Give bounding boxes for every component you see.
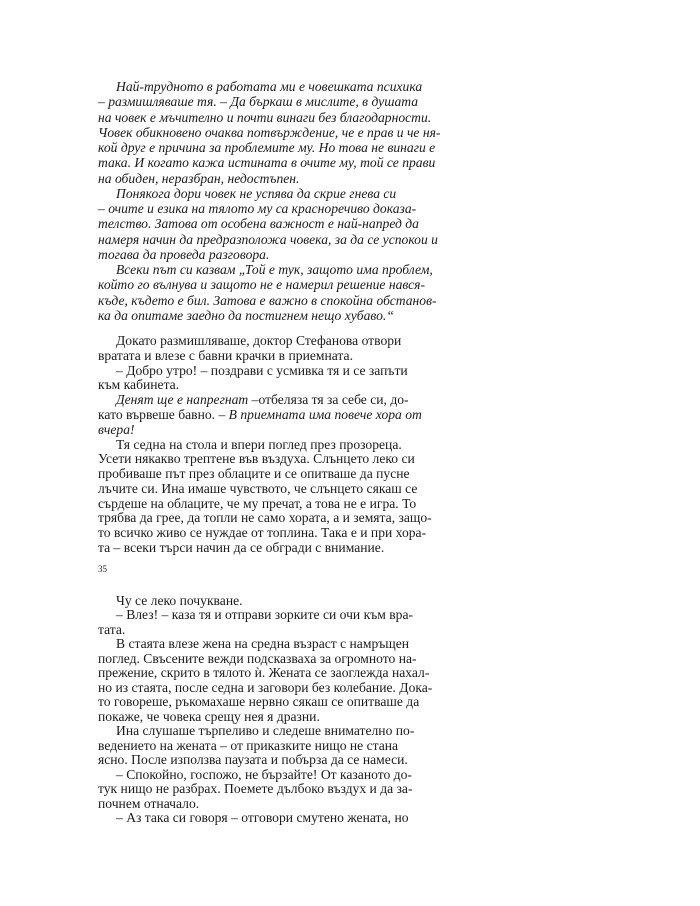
text-segment: към кабинета. (98, 377, 180, 392)
text-segment: прежение, скрито в тялото ѝ. Жената се заоглежда нахал- (98, 665, 430, 680)
text-segment: почнем отначало. (98, 796, 200, 811)
text-segment: трябва да грее, да топли не само хората, а и земята, защо- (98, 510, 432, 525)
text-segment: така. И когато кажа истината в очите му, той се прави (98, 155, 436, 170)
text-segment: покаже, че човека срещу нея я дразни. (98, 709, 320, 724)
text-segment: та – всеки търси начин да се обгради с внимание. (98, 540, 385, 555)
text-segment: – Влез! – каза тя и отправи зорките си очи към вра- (116, 607, 414, 622)
text-segment: то всичко живо се нуждае от топлина. Така е и при хора- (98, 525, 427, 540)
text-segment: Най-трудното в работата ми е човешката психика (116, 79, 423, 94)
text-segment: – Спокойно, госпожо, не бързайте! От казаното до- (116, 767, 412, 782)
text-segment: но из стаята, после седна и заговори без колебание. Дока- (98, 680, 433, 695)
text-segment: сърдеше на облаците, че му пречат, а това не е игра. То (98, 496, 417, 511)
text-segment: – очите и езика на тялото му са красноречиво доказа- (98, 201, 417, 216)
text-segment: който го вълнува и защото не е намерил решение нався- (98, 277, 425, 292)
text-segment: къде, където е бил. Затова е важно в спокойна обстанов- (98, 293, 437, 308)
text-segment: Докато размишляваше, доктор Стефанова отвори (116, 333, 402, 348)
text-segment: – Аз така си говоря – отговори смутено жената, но (116, 810, 409, 825)
text-segment: Ина слушаше търпеливо и следеше внимателно по- (116, 723, 415, 738)
text-segment: вчера! (98, 422, 135, 437)
text-segment: Човек обикновено очаква потвърждение, че е прав и че ня- (98, 125, 441, 140)
text-segment: Тя седна на стола и впери поглед през прозореца. (116, 437, 402, 452)
text-line (116, 808, 578, 827)
text-segment: ясно. После използва паузата и побърза да се намеси. (98, 752, 408, 767)
text-segment: ведението на жената – от приказките нищо не стана (98, 738, 399, 753)
text-segment: – В приемната има повече хора от (218, 407, 422, 422)
text-segment: тогава да проведа разговора. (98, 247, 270, 262)
text-segment: като вървеше бавно. (98, 407, 219, 422)
text-segment: ка да опитаме заедно да постигнем нещо хубаво.“ (98, 308, 394, 323)
text-segment: Чу се леко почукване. (116, 593, 243, 608)
text-segment: – размишляваше тя. (98, 94, 221, 109)
text-segment: Всеки път си казвам „Той е тук, защото има проблем, (116, 262, 433, 277)
text-segment: – Да бъркаш в мислите, в душата (220, 94, 419, 109)
text-segment: тата. (98, 622, 126, 637)
page-number: 35 (98, 564, 107, 574)
text-segment: кой друг е причина за проблемите му. Но това не винаги е (98, 140, 436, 155)
text-segment: Денят ще е напрегнат (116, 392, 252, 407)
text-segment: –отбеляза тя за себе си, до- (251, 392, 409, 407)
text-segment: поглед. Свъсените вежди подсказваха за огромното на- (98, 651, 417, 666)
text-segment: намеря начин да предразположа човека, за да се успокои и (98, 232, 438, 247)
text-segment: – Добро утро! – поздрави с усмивка тя и се запъти (116, 363, 408, 378)
text-segment: тук нищо не разбрах. Поемете дълбоко въздух и да за- (98, 781, 413, 796)
text-segment: телство. Затова от особена важност е най-напред да (98, 216, 419, 231)
text-line (98, 306, 560, 325)
text-segment: В стаята влезе жена на средна възраст с намръщен (116, 636, 410, 651)
text-segment: Усети някакво трептене във въздуха. Слънцето леко си (98, 451, 415, 466)
text-segment: Понякога дори човек не успява да скрие гнева си (116, 186, 397, 201)
text-segment: на обиден, неразбран, недостъпен. (98, 171, 300, 186)
text-segment: на човек е мъчително и почти винаги без благодарности. (98, 110, 432, 125)
text-segment: вратата и влезе с бавни крачки в приемната. (98, 348, 353, 363)
text-segment: лъчите си. Ина имаше чувството, че слънцето сякаш се (98, 481, 418, 496)
text-line (98, 538, 560, 557)
text-segment: пробиваше път през облаците и се опитваше да пусне (98, 466, 410, 481)
text-segment: то говореше, ръкомахаше нервно сякаш се опитваше да (98, 694, 420, 709)
